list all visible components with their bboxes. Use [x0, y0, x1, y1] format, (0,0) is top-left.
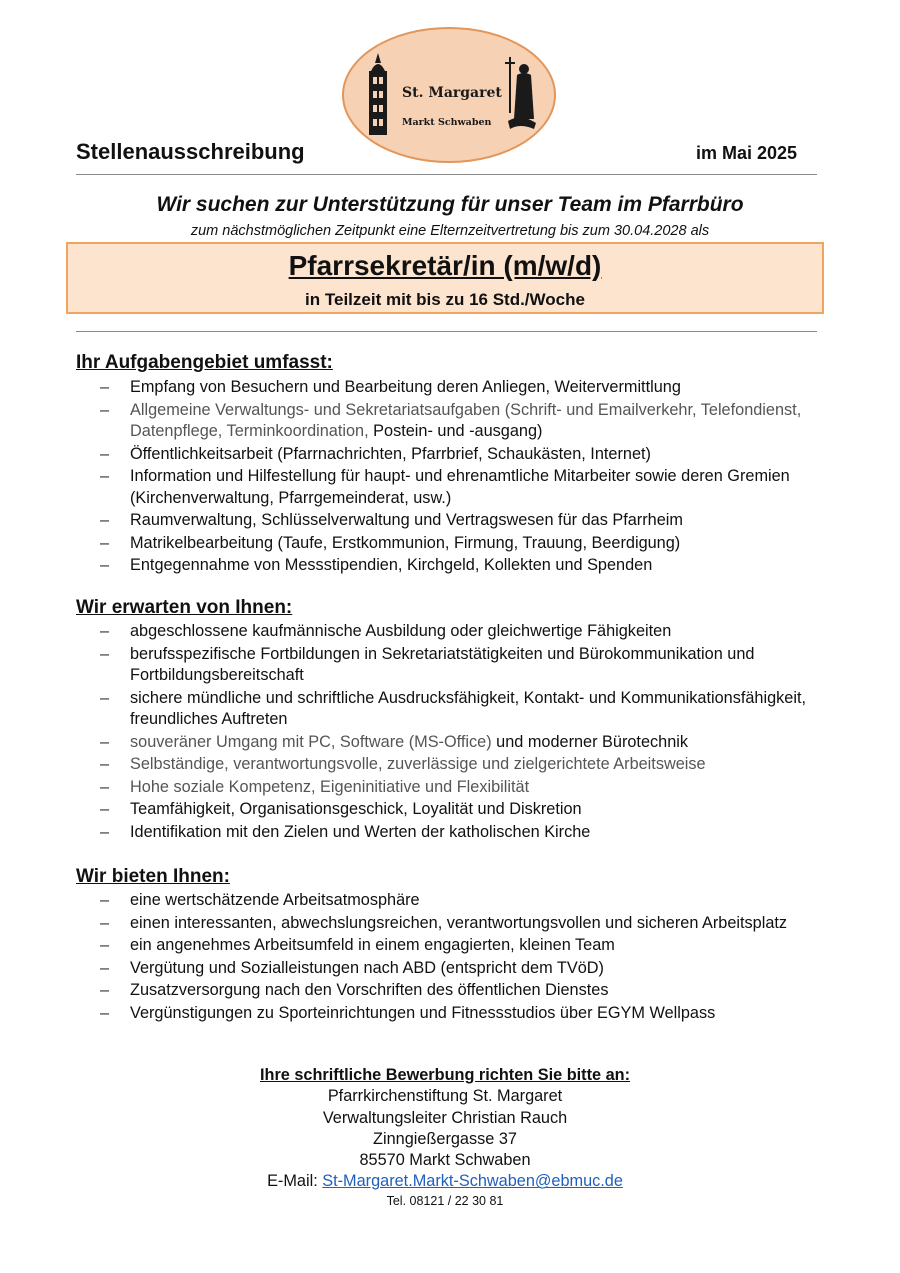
contact-block	[0, 1065, 890, 1210]
intro-subline: zum nächstmöglichen Zeitpunkt eine Elternzeitvertretung bis zum 30.04.2028 als	[190, 223, 710, 239]
contact-street: Zinngießergasse 37	[373, 1129, 517, 1148]
contact-organization: Pfarrkirchenstiftung St. Margaret	[327, 1087, 563, 1106]
job-subtitle: in Teilzeit mit bis zu 16 Std./Woche	[305, 290, 585, 309]
logo-title: St. Margaret	[402, 85, 502, 101]
offer-heading: Wir bieten Ihnen:	[76, 866, 230, 887]
contact-email-line	[0, 1171, 890, 1192]
header-divider	[76, 174, 817, 175]
list-item: – Hohe soziale Kompetenz, Eigeninitiative und Flexibilität	[100, 777, 820, 799]
contact-person: Verwaltungsleiter Christian Rauch	[322, 1108, 568, 1127]
document-title: Stellenausschreibung	[76, 139, 305, 164]
list-item: – Öffentlichkeitsarbeit (Pfarrnachrichten, Pfarrbrief, Schaukästen, Internet)	[100, 444, 820, 466]
list-item: – Empfang von Besuchern und Bearbeitung deren Anliegen, Weitervermittlung	[100, 377, 820, 399]
list-item-text: und moderner Bürotechnik	[491, 732, 689, 751]
job-title: Pfarrsekretär/in (m/w/d)	[288, 250, 602, 281]
list-item: – abgeschlossene kaufmännische Ausbildung oder gleichwertige Fähigkeiten	[100, 621, 820, 643]
list-item: – einen interessanten, abwechslungsreichen, verantwortungsvollen und sicheren Arbeitsplatz	[100, 913, 820, 935]
list-item: – Teamfähigkeit, Organisationsgeschick, Loyalität und Diskretion	[100, 799, 820, 821]
list-item: – Vergütung und Sozialleistungen nach ABD (entspricht dem TVöD)	[100, 958, 820, 980]
church-tower-icon	[364, 53, 392, 135]
document-date: im Mai 2025	[696, 143, 798, 163]
job-divider	[76, 331, 817, 332]
contact-phone: Tel. 08121 / 22 30 81	[386, 1193, 504, 1208]
saint-margaret-figure-icon	[504, 57, 538, 135]
expectations-list	[100, 621, 820, 844]
contact-heading: Ihre schriftliche Bewerbung richten Sie bitte an:	[259, 1066, 631, 1084]
list-item-text: Postein- und -ausgang)	[368, 422, 543, 440]
logo-subtitle: Markt Schwaben	[402, 117, 492, 128]
email-label: E-Mail:	[267, 1172, 323, 1191]
list-item: – ein angenehmes Arbeitsumfeld in einem engagierten, kleinen Team	[100, 935, 820, 957]
job-title-box	[66, 242, 824, 314]
list-item: – Identifikation mit den Zielen und Werten der katholischen Kirche	[100, 822, 820, 844]
list-item: – Raumverwaltung, Schlüsselverwaltung und Vertragswesen für das Pfarrheim	[100, 510, 820, 532]
list-item: – Information und Hilfestellung für haupt- und ehrenamtliche Mitarbeiter sowie deren Gremien (Kirchenverwaltung, Pfarrgemeinderat, usw.)	[100, 466, 820, 509]
list-item: – sichere mündliche und schriftliche Ausdrucksfähigkeit, Kontakt- und Kommunikationsfähigkeit, freundliches Auftreten	[100, 688, 820, 731]
contact-city: 85570 Markt Schwaben	[359, 1151, 531, 1170]
list-item: – Entgegennahme von Messstipendien, Kirchgeld, Kollekten und Spenden	[100, 555, 820, 577]
list-item	[100, 400, 820, 443]
list-item: – eine wertschätzende Arbeitsatmosphäre	[100, 890, 820, 912]
tasks-list	[100, 377, 820, 578]
email-link[interactable]: St-Margaret.Markt-Schwaben@ebmuc.de	[322, 1172, 623, 1191]
list-item: – Selbständige, verantwortungsvolle, zuverlässige und zielgerichtete Arbeitsweise	[100, 754, 820, 776]
list-item-text: souveräner Umgang mit PC, Software (MS-Office)	[130, 732, 492, 751]
list-item: – Matrikelbearbeitung (Taufe, Erstkommunion, Firmung, Trauung, Beerdigung)	[100, 533, 820, 555]
list-item: – berufsspezifische Fortbildungen in Sekretariatstätigkeiten und Bürokommunikation und Fortbildungsbereitschaft	[100, 644, 820, 687]
tasks-heading: Ihr Aufgabengebiet umfasst:	[76, 352, 333, 373]
list-item: – Vergünstigungen zu Sporteinrichtungen und Fitnessstudios über EGYM Wellpass	[100, 1003, 820, 1025]
intro-headline: Wir suchen zur Unterstützung für unser Team im Pfarrbüro	[156, 193, 744, 216]
list-item: – Zusatzversorgung nach den Vorschriften des öffentlichen Dienstes	[100, 980, 820, 1002]
list-item-text: Allgemeine Verwaltungs- und Sekretariatsaufgaben (Schrift- und Emailverkehr, Telefondienst, Datenpflege, Terminkoordination,	[130, 400, 802, 440]
parish-logo	[342, 27, 556, 163]
offer-list	[100, 890, 820, 1025]
list-item	[100, 732, 820, 754]
expectations-heading: Wir erwarten von Ihnen:	[76, 597, 293, 618]
